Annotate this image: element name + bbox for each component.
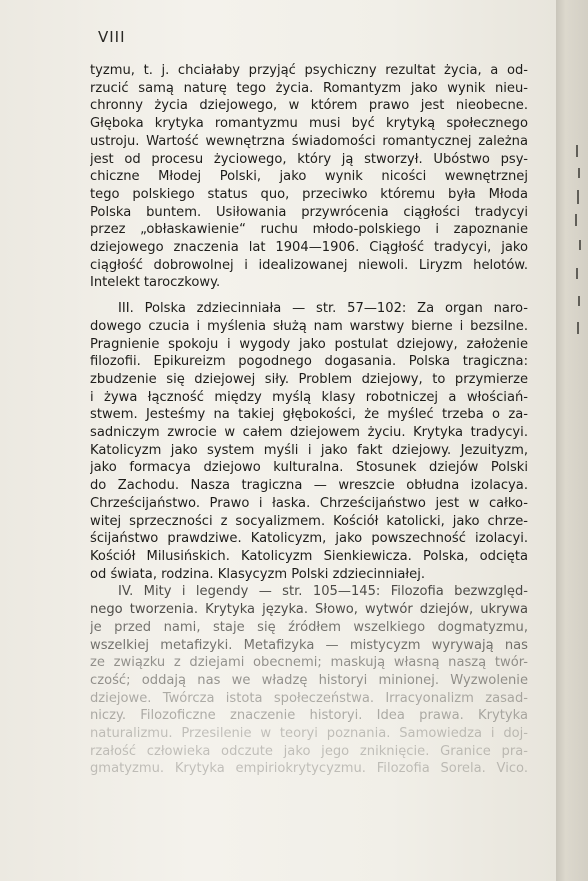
text-line: czość; oddają nas we władzę historyi minionej. Wyzwolenie [90, 672, 528, 688]
table-of-contents-text [90, 62, 528, 778]
page-number: VIII [98, 28, 126, 46]
text-line: ścijaństwo prawdziwe. Katolicyzm, jako powszechność izolacyi. [90, 531, 528, 547]
text-line: chiczne Młodej Polski, jako wynik nicości wewnętrznej [90, 169, 528, 185]
text-line: od świata, rodzina. Klasycyzm Polski zdziecinniałej. [90, 566, 425, 582]
text-line: i żywa łączność między myślą klasy robotniczej a włościań- [90, 389, 528, 405]
text-line: je przed nami, staje się źródłem wszelkiego dogmatyzmu, [90, 619, 528, 635]
text-line: witej sprzeczności z socyalizmem. Kościół katolicki, jako chrze- [90, 513, 528, 529]
text-line: dziejowego znaczenia lat 1904—1906. Ciągłość tradycyi, jako [90, 240, 528, 256]
text-line: ciągłość dobrowolnej i idealizowanej niewoli. Liryzm helotów. [90, 257, 528, 273]
text-line: Pragnienie spokoju i wygody jako postulat dziejowy, założenie [90, 336, 528, 352]
text-line: ze związku z dziejami obecnemi; maskują własną naszą twór- [90, 655, 528, 671]
text-line: Głęboka krytyka romantyzmu musi być krytyką społecznego [90, 116, 528, 132]
edge-mark [578, 296, 580, 306]
text-line: ustroju. Wartość wewnętrzna świadomości romantycznej zależna [90, 133, 528, 149]
edge-mark [575, 214, 577, 226]
text-line: filozofii. Epikureizm pogodnego dogasania. Polska tragiczna: [90, 354, 528, 370]
edge-mark [576, 268, 578, 279]
edge-mark [579, 240, 581, 250]
text-line: gmatyzmu. Krytyka empiriokrytycyzmu. Filozofia Sorela. Vico. [90, 761, 528, 777]
text-line: rzucić samą naturę tego życia. Romantyzm jako wynik nieu- [90, 80, 528, 96]
next-page-edge [556, 0, 588, 881]
edge-mark [576, 145, 578, 157]
text-line: jako formacya dziejowo kulturalna. Stosunek dziejów Polski [90, 460, 528, 476]
text-line: dowego czucia i myślenia służą nam warstwy bierne i bezsilne. [90, 318, 528, 334]
text-line: Chrześcijaństwo. Prawo i łaska. Chrześcijaństwo jest w całko- [90, 495, 528, 511]
section-heading-line: IV. Mity i legendy — str. 105—145: Filozofia bezwzględ- [118, 584, 528, 600]
text-line: wszelkiej metafizyki. Metafizyka — mistycyzm wyrywają nas [90, 637, 528, 653]
section-gap [90, 292, 528, 300]
text-line: tyzmu, t. j. chciałaby przyjąć psychiczny rezultat życia, a od- [90, 63, 528, 78]
text-line: sadniczym zwrocie w całem dziejowem życiu. Krytyka tradycyi. [90, 425, 528, 441]
text-line: rzałość człowieka odczute jako jego zniknięcie. Granice pra- [90, 743, 528, 759]
edge-mark [578, 168, 580, 178]
text-line: zbudzenie się dziejowej siły. Problem dziejowy, to przymierze [90, 371, 528, 387]
text-line: Intelekt taroczkowy. [90, 275, 221, 291]
edge-mark [577, 190, 579, 204]
text-line: przez „obłaskawienie“ ruchu młodo-polskiego i zapoznanie [90, 222, 528, 238]
text-line: Polska buntem. Usiłowania przywrócenia ciągłości tradycyi [90, 204, 528, 220]
text-line: do Zachodu. Nasza tragiczna — wreszcie obłudna izolacya. [90, 478, 528, 494]
text-line: Kościół Milusińskich. Katolicyzm Sienkiewicza. Polska, odcięta [90, 548, 528, 564]
edge-mark [577, 322, 579, 334]
text-line: jest od procesu życiowego, który ją stworzył. Ubóstwo psy- [90, 151, 528, 167]
text-line: niczy. Filozoficzne znaczenie historyi. Idea prawa. Krytyka [90, 708, 528, 724]
text-line: nego tworzenia. Krytyka języka. Słowo, wytwór dziejów, ukrywa [90, 602, 528, 618]
text-line: dziejowe. Twórcza istota społeczeństwa. Irracyonalizm zasad- [90, 690, 528, 706]
text-line: tego polskiego status quo, przeciwko któremu była Młoda [90, 186, 528, 202]
text-line: naturalizmu. Przesilenie w teoryi poznania. Samowiedza i doj- [90, 726, 528, 742]
text-line: chronny życia dziejowego, w którem prawo jest nieobecne. [90, 98, 528, 114]
text-line: Katolicyzm jako system myśli i jako fakt dziejowy. Jezuityzm, [90, 442, 528, 458]
text-line: stwem. Jesteśmy na takiej głębokości, że myśleć trzeba o za- [90, 407, 528, 423]
section-heading-line: III. Polska zdziecinniała — str. 57—102: Za organ naro- [118, 301, 528, 317]
